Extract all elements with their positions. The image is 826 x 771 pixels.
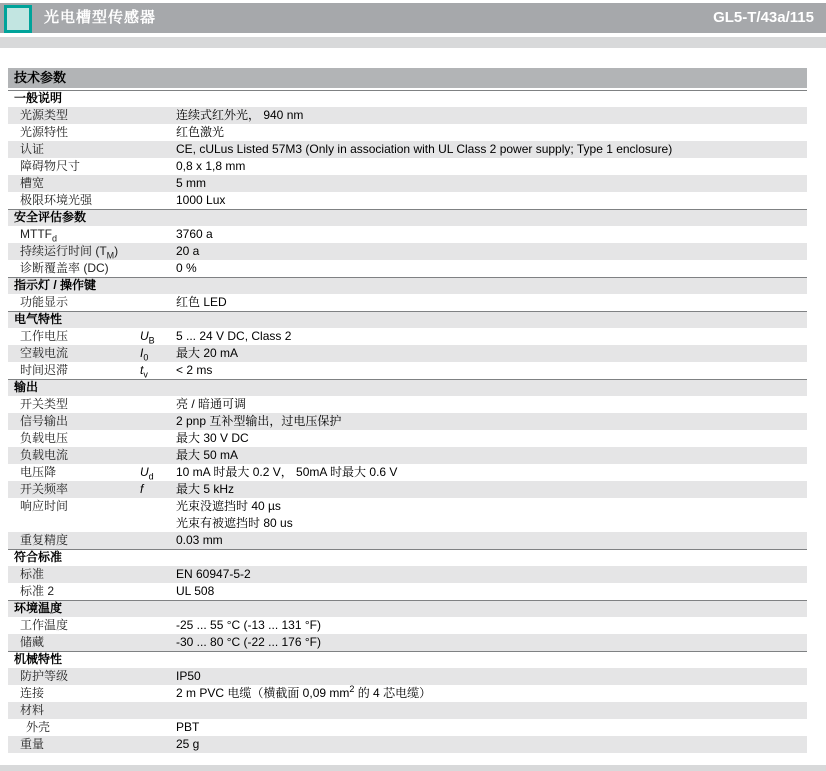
spec-symbol	[140, 175, 176, 192]
spec-value: EN 60947-5-2	[176, 567, 251, 581]
section-title: 输出	[14, 380, 39, 394]
spec-symbol	[140, 141, 176, 158]
spec-label: 功能显示	[20, 295, 69, 309]
spec-row	[8, 192, 807, 209]
spec-label: 光源特性	[20, 125, 69, 139]
spec-label: 外壳	[26, 720, 51, 734]
spec-label: 极限环境光强	[20, 193, 93, 207]
section-header-row	[8, 311, 807, 328]
spec-row	[8, 634, 807, 651]
section-title: 环境温度	[14, 601, 63, 615]
spec-label: 标准 2	[20, 584, 55, 598]
spec-symbol	[140, 107, 176, 124]
spec-symbol	[140, 668, 176, 685]
tech-params-bar	[8, 68, 807, 88]
spec-row	[8, 158, 807, 175]
spec-label: 开关频率	[20, 482, 69, 496]
spec-value: 20 a	[176, 244, 200, 258]
spec-row	[8, 175, 807, 192]
spec-symbol	[140, 719, 176, 736]
spec-symbol	[140, 226, 176, 243]
spec-row	[8, 532, 807, 549]
group-label: 材料	[20, 703, 45, 717]
brand-square-icon	[4, 5, 32, 33]
spec-symbol: $U_d$	[140, 465, 154, 482]
spec-row	[8, 396, 807, 413]
spec-label: 工作电压	[20, 329, 69, 343]
spec-value: 2 m PVC 电缆（横截面 0,09 $mm^2$ 的 4 芯电缆）	[176, 684, 432, 700]
spec-row	[8, 260, 807, 277]
spec-symbol: $t_v$	[140, 363, 148, 380]
header-bar	[0, 3, 826, 33]
spec-row	[8, 617, 807, 634]
spec-value: -30 ... 80 °C (-22 ... 176 °F)	[176, 635, 321, 649]
spec-value: 0 %	[176, 261, 197, 275]
spec-row	[8, 141, 807, 158]
spec-label: 时间迟滞	[20, 363, 69, 377]
section-title: 机械特性	[14, 652, 63, 666]
spec-value: 光束没遮挡时 40 µs 光束有被遮挡时 80 us	[176, 499, 293, 530]
spec-label: 防护等级	[20, 669, 69, 683]
spec-value: 最大 20 mA	[176, 346, 239, 360]
spec-value: 连续式红外光， 940 nm	[176, 108, 304, 122]
spec-value: 3760 a	[176, 227, 213, 241]
spec-row	[8, 464, 807, 481]
spec-value: 5 ... 24 V DC, Class 2	[176, 329, 292, 343]
spec-value: CE, cULus Listed 57M3 (Only in association with UL Class 2 power supply; Type 1 enclosure)	[176, 142, 673, 156]
spec-symbol	[140, 413, 176, 430]
spec-value: 红色 LED	[176, 295, 227, 309]
spec-value: 红色激光	[176, 125, 225, 139]
spec-symbol	[140, 566, 176, 583]
spec-symbol	[140, 158, 176, 175]
spec-value: 最大 5 kHz	[176, 482, 235, 496]
spec-row	[8, 413, 807, 430]
spec-symbol	[140, 243, 176, 260]
spec-label: $MTTF_d$	[20, 227, 58, 244]
spec-row	[8, 736, 807, 753]
section-title: 指示灯 / 操作键	[14, 278, 97, 292]
section-title: 安全评估参数	[14, 210, 87, 224]
spec-label: 标准	[20, 567, 45, 581]
spec-value: 最大 50 mA	[176, 448, 239, 462]
spec-label: 重复精度	[20, 533, 69, 547]
spec-symbol	[140, 396, 176, 413]
spec-symbol: f	[140, 482, 144, 496]
spec-row	[8, 447, 807, 464]
section-header-row	[8, 379, 807, 396]
section-header-row	[8, 209, 807, 226]
spec-row	[8, 362, 807, 379]
spec-table	[8, 90, 807, 753]
spec-value: -25 ... 55 °C (-13 ... 131 °F)	[176, 618, 321, 632]
tech-params-title: 技术参数	[14, 70, 67, 85]
spec-symbol: $I_0$	[140, 346, 149, 363]
section-title: 符合标准	[14, 550, 63, 564]
spec-symbol	[140, 294, 176, 311]
spec-row	[8, 124, 807, 141]
spec-row	[8, 226, 807, 243]
section-title: 电气特性	[14, 312, 63, 326]
spec-label: 空载电流	[20, 346, 69, 360]
spec-label: 工作温度	[20, 618, 69, 632]
spec-value: 2 pnp 互补型输出，过电压保护	[176, 414, 342, 428]
spec-row	[8, 685, 807, 702]
spec-row	[8, 566, 807, 583]
spec-value: 0,8 x 1,8 mm	[176, 159, 246, 173]
spec-value: 1000 Lux	[176, 193, 226, 207]
group-row	[8, 702, 807, 719]
spec-label: 开关类型	[20, 397, 69, 411]
spec-row	[8, 481, 807, 498]
spec-symbol	[140, 617, 176, 634]
spec-row	[8, 719, 807, 736]
spec-label: 信号输出	[20, 414, 69, 428]
spec-row	[8, 430, 807, 447]
spec-row	[8, 583, 807, 600]
spec-symbol	[140, 685, 176, 702]
spec-value: 0.03 mm	[176, 533, 223, 547]
section-header-row	[8, 277, 807, 294]
spec-value: UL 508	[176, 584, 215, 598]
spec-value: 5 mm	[176, 176, 206, 190]
spec-symbol	[140, 192, 176, 209]
section-header-row	[8, 651, 807, 668]
spec-label: 认证	[20, 142, 45, 156]
spec-symbol	[140, 260, 176, 277]
spec-value: 10 mA 时最大 0.2 V， 50mA 时最大 0.6 V	[176, 465, 398, 479]
spec-value: 25 g	[176, 737, 200, 751]
spec-value: < 2 ms	[176, 363, 213, 377]
spec-row	[8, 498, 807, 532]
spec-row	[8, 294, 807, 311]
page-title: 光电槽型传感器	[44, 9, 157, 26]
spec-row	[8, 107, 807, 124]
spec-symbol	[140, 124, 176, 141]
spec-label: 负载电压	[20, 431, 69, 445]
header-substrip	[0, 37, 826, 48]
footer-strip	[0, 765, 826, 771]
spec-symbol	[140, 430, 176, 447]
spec-symbol	[140, 736, 176, 753]
spec-row	[8, 668, 807, 685]
spec-value: PBT	[176, 720, 200, 734]
spec-symbol	[140, 532, 176, 549]
product-model: GL5-T/43a/115	[713, 9, 814, 26]
spec-label: 障碍物尺寸	[20, 159, 81, 173]
spec-label: 连接	[20, 686, 45, 700]
spec-value: 亮 / 暗通可调	[176, 397, 247, 411]
section-header-row	[8, 549, 807, 566]
spec-row	[8, 243, 807, 260]
spec-symbol	[140, 583, 176, 600]
spec-row	[8, 345, 807, 362]
spec-symbol	[140, 498, 176, 532]
section-header-row	[8, 90, 807, 107]
spec-label: 负载电流	[20, 448, 69, 462]
spec-label: 响应时间	[20, 499, 69, 513]
spec-symbol: $U_B$	[140, 329, 155, 346]
spec-value: 最大 30 V DC	[176, 431, 249, 445]
section-header-row	[8, 600, 807, 617]
section-title: 一般说明	[14, 91, 63, 105]
spec-label: 槽宽	[20, 176, 45, 190]
spec-label: 诊断覆盖率 (DC)	[20, 261, 109, 275]
spec-value: IP50	[176, 669, 201, 683]
spec-label: 储藏	[20, 635, 45, 649]
spec-label: 电压降	[20, 465, 57, 479]
spec-symbol	[140, 634, 176, 651]
spec-label: 光源类型	[20, 108, 69, 122]
spec-label: 持续运行时间 $(T_M)$	[20, 244, 119, 261]
spec-symbol	[140, 447, 176, 464]
spec-row	[8, 328, 807, 345]
spec-label: 重量	[20, 737, 45, 751]
